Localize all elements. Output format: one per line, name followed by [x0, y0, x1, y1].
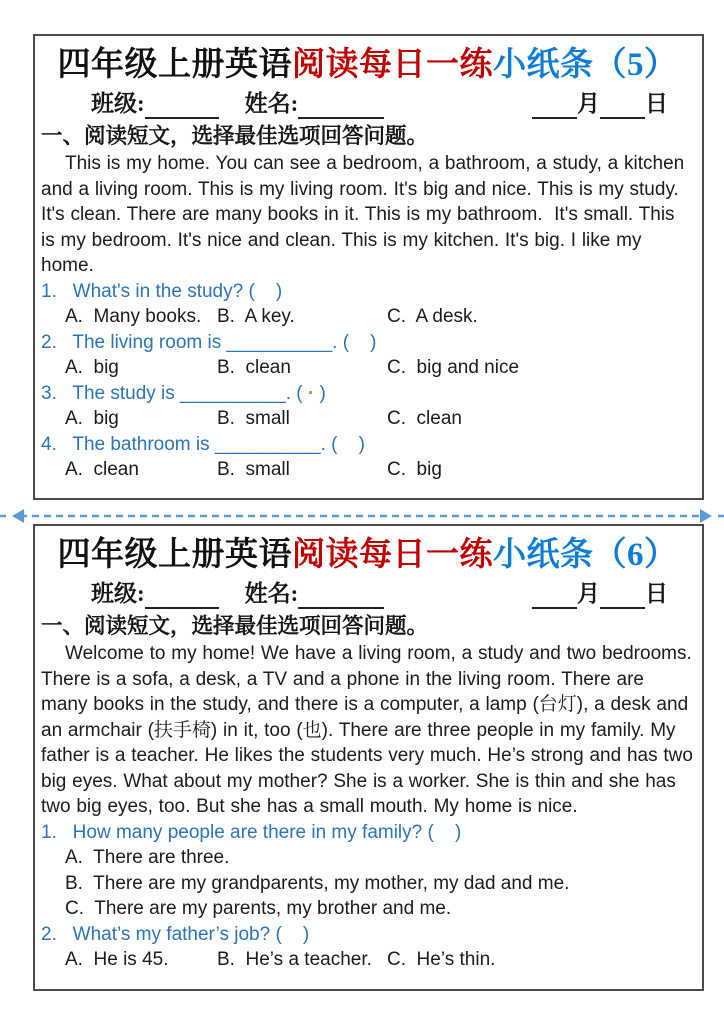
student-info-line [41, 89, 694, 119]
class-blank-underline [145, 95, 219, 119]
question-1-options [41, 304, 694, 330]
option-c: C. big [387, 459, 442, 480]
question-2-prompt: 2. The living room is __________. ( ) [41, 331, 377, 353]
date-line [532, 89, 668, 119]
option-b: B. clean [217, 357, 291, 378]
worksheet-title [41, 44, 694, 86]
section-heading: 一、阅读短文，选择最佳选项回答问题。 [41, 124, 429, 148]
question-4-options [41, 457, 694, 483]
option-b: B. A key. [217, 306, 295, 327]
day-blank-underline [600, 585, 645, 609]
title-part-blue: 小纸条（6） [493, 537, 678, 573]
reading-passage: Welcome to my home! We have a living room, a study and two bedrooms. There is a sofa, a desk, a TV and a phone in the living room. There are many books in the study, and there is a computer, a lamp (台灯), a desk and an armchair (扶手椅) in it, too (也). There are three people in my family. My father is a teacher. He likes the students very much. He’s strong and has two big eyes. What about my mother? She is a worker. She is thin and she has two big eyes, too. But she has a small mouth. My home is nice. [41, 643, 699, 817]
name-blank-underline [298, 95, 384, 119]
title-part-black: 四年级上册英语 [57, 47, 292, 83]
stray-dot-mark: · [307, 382, 315, 404]
month-blank-underline [532, 585, 577, 609]
worksheet-slip-6 [33, 524, 704, 991]
worksheet-title [41, 534, 694, 576]
option-a: A. big [65, 357, 119, 378]
title-part-blue: 小纸条（5） [493, 47, 678, 83]
question-1-option-a: A. There are three. [65, 847, 230, 868]
option-c: C. big and nice [387, 357, 520, 378]
question-3-options [41, 406, 694, 432]
date-line [532, 579, 668, 609]
question-1-prompt: 1. How many people are there in my family? ( ) [41, 821, 462, 843]
question-4-prompt: 4. The bathroom is __________. ( ) [41, 433, 365, 455]
question-1-option-c: C. There are my parents, my brother and me. [65, 898, 452, 919]
left-arrow-icon [12, 509, 24, 523]
student-info-line [41, 579, 694, 609]
option-b: B. small [217, 408, 290, 429]
worksheet-slip-5 [33, 34, 704, 500]
option-b: B. small [217, 459, 290, 480]
option-c: C. clean [387, 408, 462, 429]
month-blank-underline [532, 95, 577, 119]
title-part-black: 四年级上册英语 [57, 537, 292, 573]
option-a: A. clean [65, 459, 139, 480]
option-c: C. He’s thin. [387, 949, 496, 970]
month-label: 月 [577, 581, 600, 606]
question-1-option-b: B. There are my grandparents, my mother, my dad and me. [65, 872, 570, 894]
option-b: B. He’s a teacher. [217, 949, 372, 970]
day-blank-underline [600, 95, 645, 119]
question-3-prompt-text: 3. The study is __________. ( [41, 382, 308, 404]
question-3-prompt-close: ) [314, 382, 326, 404]
reading-passage: This is my home. You can see a bedroom, a bathroom, a study, a kitchen and a living room. This is my living room. It's big and nice. This is my study. It's clean. There are many books in it. This is my bathroom. It's small. This is my bedroom. It's nice and clean. This is my kitchen. It's big. I like my home. [41, 153, 690, 276]
section-heading: 一、阅读短文，选择最佳选项回答问题。 [41, 614, 429, 638]
title-part-red: 阅读每日一练 [292, 537, 493, 573]
name-label: 姓名: [244, 91, 299, 116]
day-label: 日 [645, 581, 668, 606]
question-2-options [41, 947, 694, 973]
question-2-options [41, 355, 694, 381]
option-a: A. Many books. [65, 306, 202, 327]
name-label: 姓名: [244, 581, 299, 606]
option-c: C. A desk. [387, 306, 478, 327]
option-a: A. He is 45. [65, 949, 169, 970]
class-blank-underline [145, 585, 219, 609]
title-part-red: 阅读每日一练 [292, 47, 493, 83]
month-label: 月 [577, 91, 600, 116]
right-arrow-icon [700, 509, 712, 523]
question-1-prompt: 1. What's in the study? ( ) [41, 280, 283, 302]
day-label: 日 [645, 91, 668, 116]
class-label: 班级: [91, 91, 145, 116]
question-2-prompt: 2. What’s my father’s job? ( ) [41, 923, 310, 945]
question-3-prompt [41, 381, 694, 407]
class-label: 班级: [91, 581, 145, 606]
option-a: A. big [65, 408, 119, 429]
name-blank-underline [298, 585, 384, 609]
